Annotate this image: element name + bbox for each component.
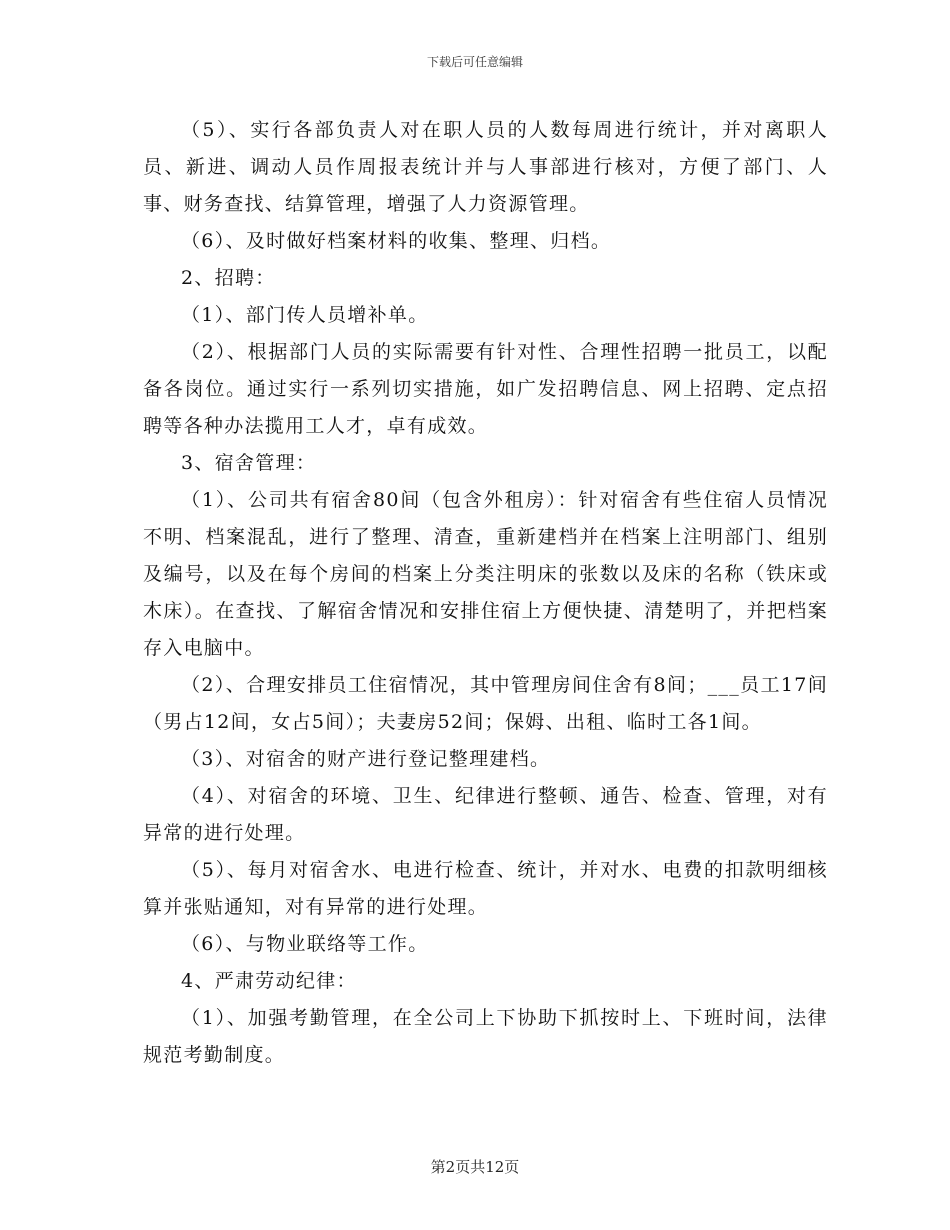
page-header: 下载后可任意编辑 [426, 55, 523, 69]
paragraph: （2）、合理安排员工住宿情况，其中管理房间住舍有8间；___员工17间（男占12间，女占5间）；夫妻房52间；保姆、出租、临时工各1间。 [143, 674, 828, 733]
document-body [143, 112, 828, 1074]
paragraph: （6）、及时做好档案材料的收集、整理、归档。 [181, 230, 612, 252]
paragraph: （3）、对宿舍的财产进行登记整理建档。 [181, 748, 551, 770]
section-heading: 3、宿舍管理： [181, 452, 317, 474]
paragraph: （5）、实行各部负责人对在职人员的人数每周进行统计，并对离职人员、新进、调动人员作周报表统计并与人事部进行核对，方便了部门、人事、财务查找、结算管理，增强了人力资源管理。 [143, 119, 828, 215]
paragraph: （5）、每月对宿舍水、电进行检查、统计，并对水、电费的扣款明细核算并张贴通知，对有异常的进行处理。 [143, 859, 828, 918]
paragraph: （6）、与物业联络等工作。 [181, 933, 429, 955]
paragraph: （2）、根据部门人员的实际需要有针对性、合理性招聘一批员工，以配备各岗位。通过实行一系列切实措施，如广发招聘信息、网上招聘、定点招聘等各种办法揽用工人才，卓有成效。 [143, 341, 828, 437]
paragraph: （4）、对宿舍的环境、卫生、纪律进行整顿、通告、检查、管理，对有异常的进行处理。 [143, 785, 828, 844]
paragraph: （1）、加强考勤管理，在全公司上下协助下抓按时上、下班时间，法律规范考勤制度。 [143, 1007, 828, 1066]
paragraph: （1）、部门传人员增补单。 [181, 304, 429, 326]
section-heading: 4、严肃劳动纪律： [181, 970, 357, 992]
section-heading: 2、招聘： [181, 267, 276, 289]
page-number: 第2页共12页 [430, 1158, 520, 1176]
paragraph: （1）、公司共有宿舍80间（包含外租房）：针对宿舍有些住宿人员情况不明、档案混乱，进行了整理、清查，重新建档并在档案上注明部门、组别及编号，以及在每个房间的档案上分类注明床的张数以及床的名称（铁床或木床）。在查找、了解宿舍情况和安排住宿上方便快捷、清楚明了，并把档案存入电脑中。 [143, 489, 828, 659]
